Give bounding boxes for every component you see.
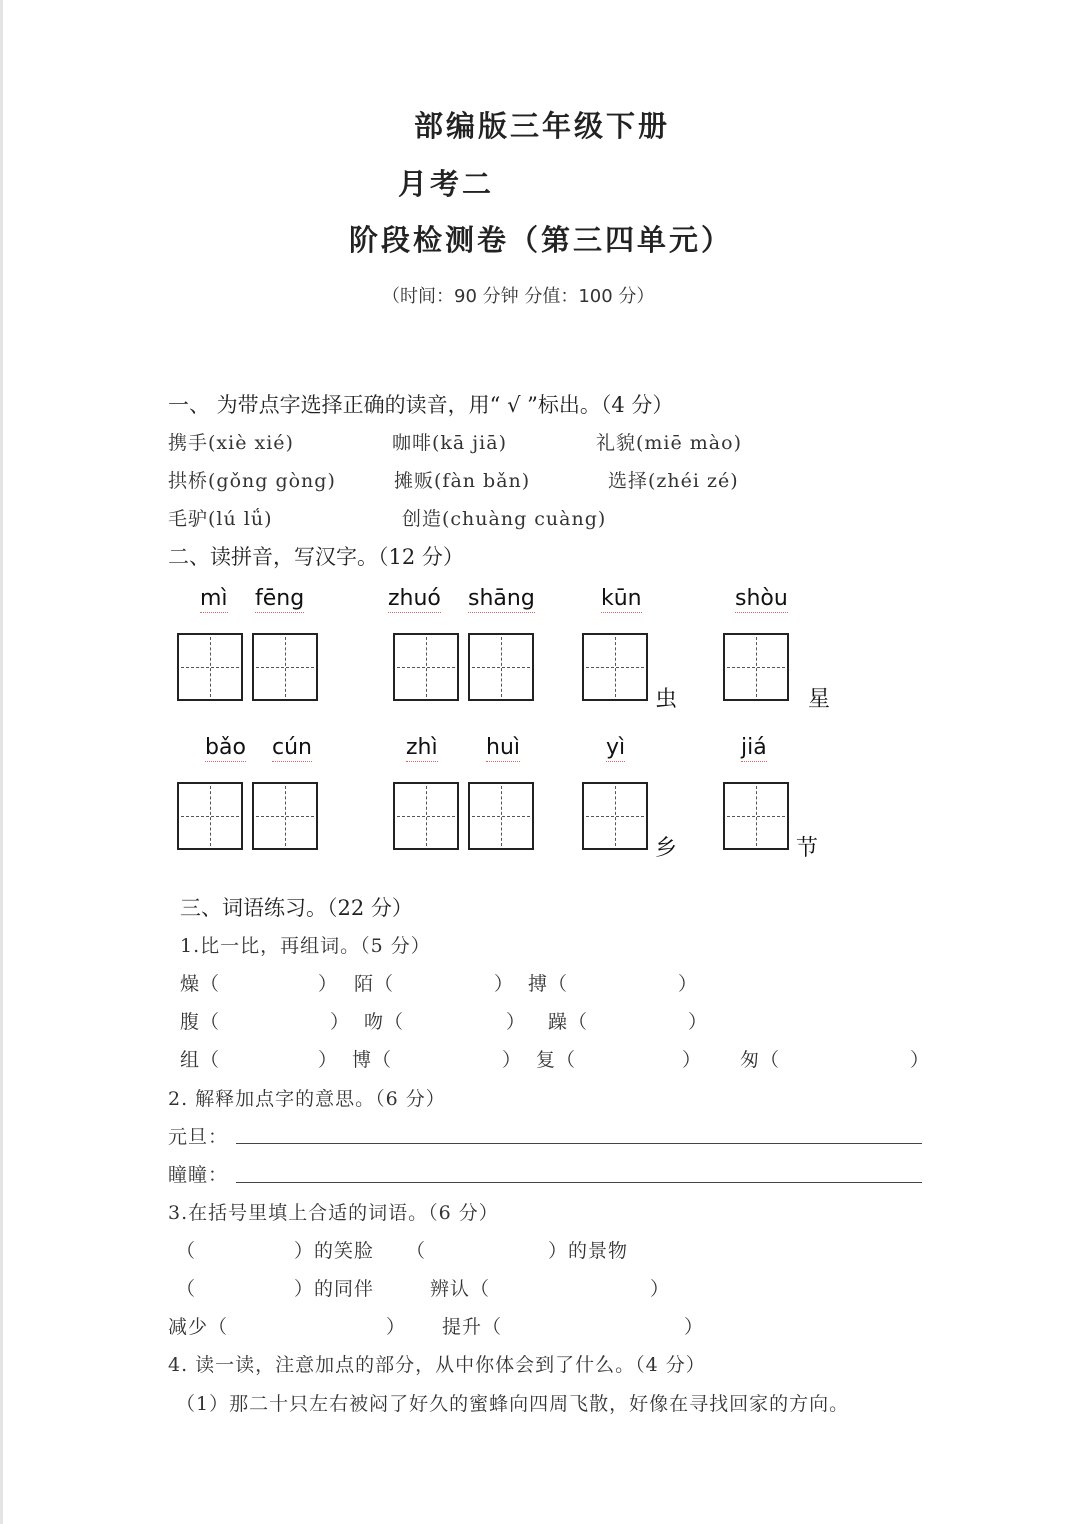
q2-item-label: 瞳瞳： bbox=[168, 1164, 229, 1186]
box-suffix: 虫 bbox=[655, 687, 678, 712]
phrase-blank-open: 提升（ bbox=[442, 1316, 503, 1338]
word-blank-close: ） bbox=[502, 1049, 523, 1071]
q4-sentence: （1）那二十只左右被闷了好久的蜜蜂向四周飞散，好像在寻找回家的方向。 bbox=[176, 1393, 850, 1415]
phrase-blank-suffix: ）的笑脸 bbox=[294, 1240, 375, 1262]
exam-info: （时间：90 分钟 分值：100 分） bbox=[382, 286, 655, 307]
word-blank-close: ） bbox=[678, 973, 699, 995]
q2-item-label: 元旦： bbox=[168, 1126, 229, 1148]
word-blank-open: 组（ bbox=[180, 1049, 221, 1071]
pinyin-label: huì bbox=[486, 735, 520, 760]
writing-box[interactable] bbox=[582, 782, 648, 850]
word-blank-close: ） bbox=[318, 973, 339, 995]
phrase-blank-open: （ bbox=[406, 1240, 427, 1262]
answer-line[interactable] bbox=[236, 1182, 922, 1183]
pinyin-label: zhì bbox=[406, 735, 438, 760]
exam-name: 阶段检测卷（第三四单元） bbox=[349, 223, 734, 257]
doc-subtitle: 月考二 bbox=[398, 167, 495, 201]
reading-item: 选择(zhéi zé) bbox=[608, 470, 739, 492]
phrase-blank-suffix: ） bbox=[386, 1316, 407, 1338]
pinyin-label: cún bbox=[272, 735, 312, 760]
writing-box[interactable] bbox=[252, 633, 318, 701]
word-blank-close: ） bbox=[682, 1049, 703, 1071]
reading-item: 创造(chuàng cuàng) bbox=[402, 508, 607, 530]
word-blank-open: 躁（ bbox=[548, 1011, 589, 1033]
pinyin-label: jiá bbox=[741, 735, 767, 760]
phrase-blank-suffix: ） bbox=[684, 1316, 705, 1338]
word-blank-close: ） bbox=[318, 1049, 339, 1071]
word-blank-open: 燥（ bbox=[180, 973, 221, 995]
page-edge bbox=[0, 0, 3, 1524]
writing-box[interactable] bbox=[393, 633, 459, 701]
reading-item: 拱桥(gǒng gòng) bbox=[168, 470, 336, 492]
section2-heading: 二、读拼音，写汉字。（12 分） bbox=[168, 545, 464, 569]
reading-item: 携手(xiè xié) bbox=[168, 432, 294, 454]
section1-heading: 一、 为带点字选择正确的读音，用“ √ ”标出。（4 分） bbox=[168, 393, 674, 417]
word-blank-open: 吻（ bbox=[364, 1011, 405, 1033]
box-suffix: 星 bbox=[808, 687, 831, 712]
pinyin-label: zhuó bbox=[388, 586, 441, 611]
writing-box[interactable] bbox=[177, 633, 243, 701]
pinyin-label: shòu bbox=[735, 586, 788, 611]
pinyin-label: bǎo bbox=[205, 735, 246, 760]
word-blank-open: 搏（ bbox=[528, 973, 569, 995]
writing-box[interactable] bbox=[723, 633, 789, 701]
phrase-blank-open: 辨认（ bbox=[430, 1278, 491, 1300]
pinyin-label: kūn bbox=[601, 586, 642, 611]
reading-item: 礼貌(miē mào) bbox=[596, 432, 742, 454]
q3-title: 3.在括号里填上合适的词语。（6 分） bbox=[168, 1202, 499, 1224]
phrase-blank-suffix: ） bbox=[650, 1278, 671, 1300]
q4-title: 4. 读一读，注意加点的部分，从中你体会到了什么。（4 分） bbox=[168, 1354, 706, 1376]
pinyin-label: fēng bbox=[255, 586, 305, 611]
word-blank-open: 博（ bbox=[352, 1049, 393, 1071]
writing-box[interactable] bbox=[723, 782, 789, 850]
box-suffix: 乡 bbox=[655, 836, 678, 861]
section3-heading: 三、词语练习。（22 分） bbox=[180, 896, 413, 920]
word-blank-close: ） bbox=[688, 1011, 709, 1033]
word-blank-close: ） bbox=[494, 973, 515, 995]
doc-title: 部编版三年级下册 bbox=[414, 109, 671, 143]
word-blank-open: 陌（ bbox=[354, 973, 395, 995]
writing-box[interactable] bbox=[177, 782, 243, 850]
word-blank-open: 匆（ bbox=[740, 1049, 781, 1071]
writing-box[interactable] bbox=[582, 633, 648, 701]
box-suffix: 节 bbox=[796, 836, 819, 861]
writing-box[interactable] bbox=[468, 633, 534, 701]
writing-box[interactable] bbox=[252, 782, 318, 850]
pinyin-label: shāng bbox=[468, 586, 535, 611]
word-blank-open: 腹（ bbox=[180, 1011, 221, 1033]
answer-line[interactable] bbox=[236, 1143, 922, 1144]
writing-box[interactable] bbox=[468, 782, 534, 850]
phrase-blank-open: （ bbox=[176, 1278, 197, 1300]
q2-title: 2. 解释加点字的意思。（6 分） bbox=[168, 1088, 446, 1110]
word-blank-close: ） bbox=[910, 1049, 931, 1071]
phrase-blank-open: 减少（ bbox=[168, 1316, 229, 1338]
word-blank-close: ） bbox=[330, 1011, 351, 1033]
phrase-blank-open: （ bbox=[176, 1240, 197, 1262]
writing-box[interactable] bbox=[393, 782, 459, 850]
reading-item: 咖啡(kā jiā) bbox=[392, 432, 508, 454]
phrase-blank-suffix: ）的景物 bbox=[548, 1240, 629, 1262]
reading-item: 毛驴(lú lǘ) bbox=[168, 508, 273, 530]
phrase-blank-suffix: ）的同伴 bbox=[294, 1278, 375, 1300]
word-blank-open: 复（ bbox=[536, 1049, 577, 1071]
reading-item: 摊贩(fàn bǎn) bbox=[394, 470, 531, 492]
pinyin-label: yì bbox=[606, 735, 626, 760]
q1-title: 1.比一比，再组词。（5 分） bbox=[180, 935, 431, 957]
word-blank-close: ） bbox=[506, 1011, 527, 1033]
pinyin-label: mì bbox=[200, 586, 228, 611]
